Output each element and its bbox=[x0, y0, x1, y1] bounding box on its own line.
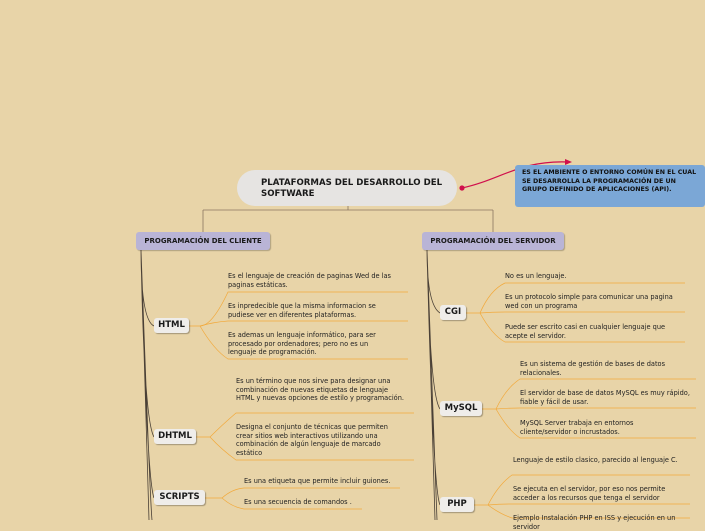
mysql-item[interactable]: El servidor de base de datos MySQL es muy rápido, fiable y fácil de usar. bbox=[520, 389, 690, 406]
root-connector-dot bbox=[459, 185, 464, 190]
definition-note-text: ES EL AMBIENTE O ENTORNO COMÚN EN EL CUAL SE DESARROLLA LA PROGRAMACIÓN DE UN GRUPO DEFINIDO DE APLICACIONES (API). bbox=[522, 169, 697, 194]
dhtml-label: DHTML bbox=[158, 431, 192, 441]
central-topic[interactable] bbox=[237, 170, 457, 206]
server-programming-node[interactable] bbox=[422, 232, 564, 250]
cgi-item[interactable]: Es un protocolo simple para comunicar una pagina wed con un programa bbox=[505, 293, 673, 310]
mysql-label: MySQL bbox=[444, 403, 478, 413]
cgi-item[interactable]: No es un lenguaje. bbox=[505, 272, 567, 280]
server-programming-label: PROGRAMACIÓN DEL SERVIDOR bbox=[430, 237, 556, 245]
dhtml-item[interactable]: Designa el conjunto de técnicas que permiten crear sitios web interactivos utilizando una combinación de algún lenguaje de marcado estático bbox=[236, 423, 388, 457]
client-programming-node[interactable] bbox=[136, 232, 270, 250]
scripts-item[interactable]: Es una etiqueta que permite incluir guiones. bbox=[244, 477, 391, 485]
server-stems bbox=[427, 250, 440, 520]
scripts-item[interactable]: Es una secuencia de comandos . bbox=[244, 498, 352, 506]
cgi-node[interactable] bbox=[440, 305, 466, 320]
cgi-item[interactable]: Puede ser escrito casi en cualquier lenguaje que acepte el servidor. bbox=[505, 323, 666, 340]
php-label: PHP bbox=[447, 499, 467, 509]
scripts-label: SCRIPTS bbox=[159, 492, 200, 502]
php-item[interactable]: Se ejecuta en el servidor, por eso nos permite acceder a los recursos que tenga el servidor bbox=[513, 485, 666, 502]
definition-note[interactable] bbox=[515, 165, 705, 207]
scripts-node[interactable] bbox=[154, 490, 205, 505]
html-item[interactable]: Es el lenguaje de creación de paginas Wed de las paginas estáticas. bbox=[228, 272, 391, 289]
php-item[interactable]: Ejemplo Instalación PHP en ISS y ejecución en un servidor bbox=[513, 514, 676, 531]
dhtml-node[interactable] bbox=[154, 429, 196, 444]
php-item[interactable]: Lenguaje de estilo clasico, parecido al lenguaje C. bbox=[513, 456, 678, 464]
php-node[interactable] bbox=[440, 497, 474, 512]
dhtml-item[interactable]: Es un término que nos sirve para designar una combinación de nuevas etiquetas de lenguaje HTML y nuevas opciones de estilo y programación. bbox=[236, 377, 404, 403]
cgi-label: CGI bbox=[444, 307, 462, 317]
root-to-categories-connector bbox=[203, 206, 493, 232]
html-label: HTML bbox=[158, 320, 185, 330]
html-item[interactable]: Es ademas un lenguaje informático, para ser procesado por ordenadores; pero no es un lenguaje de programación. bbox=[228, 331, 376, 357]
mysql-node[interactable] bbox=[440, 401, 482, 416]
central-topic-title: PLATAFORMAS DEL DESARROLLO DEL SOFTWARE bbox=[261, 178, 443, 199]
html-node[interactable] bbox=[154, 318, 189, 333]
mysql-item[interactable]: Es un sistema de gestión de bases de datos relacionales. bbox=[520, 360, 666, 377]
mysql-item[interactable]: MySQL Server trabaja en entornos cliente/servidor o incrustados. bbox=[520, 419, 634, 436]
html-item[interactable]: Es inpredecible que la misma informacion se pudiese ver en diferentes plataformas. bbox=[228, 302, 376, 319]
client-stems bbox=[141, 250, 154, 520]
client-programming-label: PROGRAMACIÓN DEL CLIENTE bbox=[144, 237, 262, 245]
